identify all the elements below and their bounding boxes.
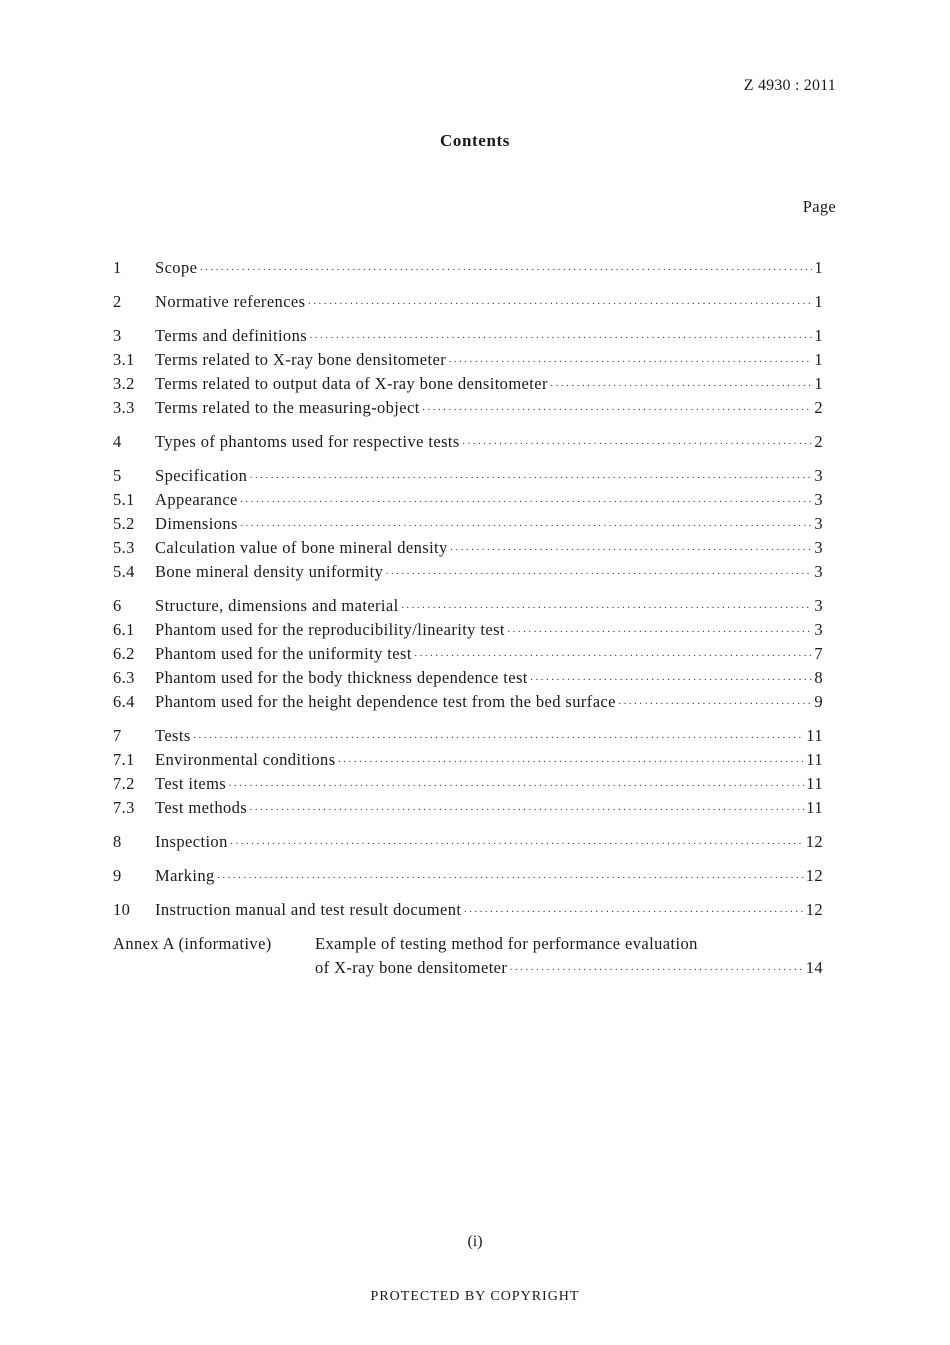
toc-entry-number: 7 — [113, 726, 122, 745]
toc-entry-number: 3 — [113, 326, 122, 345]
dot-leader — [249, 804, 804, 816]
dot-leader — [448, 356, 812, 368]
toc-entry-number: 1 — [113, 258, 122, 277]
toc-entry[interactable] — [113, 292, 823, 316]
toc-section — [113, 466, 823, 586]
toc-entry-page: 12 — [805, 900, 823, 919]
dot-leader — [338, 756, 805, 768]
toc-entry-number: 7.3 — [113, 798, 135, 817]
toc-entry[interactable] — [113, 644, 823, 668]
toc-entry-title: Dimensions — [155, 514, 238, 533]
toc-entry-title: Scope — [155, 258, 198, 277]
toc-section — [113, 866, 823, 890]
toc-entry-page: 3 — [814, 596, 823, 615]
dot-leader — [462, 438, 813, 450]
toc-entry-number: 7.2 — [113, 774, 135, 793]
annex-page: 14 — [805, 958, 823, 977]
toc-entry-number: 3.1 — [113, 350, 135, 369]
toc-entry-number: 6 — [113, 596, 122, 615]
toc-entry-page: 12 — [805, 832, 823, 851]
toc-entry-title: Phantom used for the body thickness dependence test — [155, 668, 528, 687]
toc-entry[interactable] — [113, 774, 823, 798]
toc-entry-page: 3 — [814, 538, 823, 557]
dot-leader — [530, 674, 813, 686]
toc-entry-title: Specification — [155, 466, 248, 485]
toc-entry[interactable] — [113, 326, 823, 350]
dot-leader — [507, 626, 812, 638]
page-number: (i) — [467, 1233, 483, 1250]
toc-entry-number: 6.1 — [113, 620, 135, 639]
toc-entry-number: 8 — [113, 832, 122, 851]
toc-entry[interactable] — [113, 350, 823, 374]
toc-entry-title: Phantom used for the uniformity test — [155, 644, 412, 663]
toc-entry-number: 6.2 — [113, 644, 135, 663]
toc-entry[interactable] — [113, 798, 823, 822]
toc-section — [113, 726, 823, 822]
dot-leader — [450, 544, 813, 556]
toc-entry-page: 7 — [814, 644, 823, 663]
toc-entry-number: 4 — [113, 432, 122, 451]
toc-entry-page: 1 — [814, 292, 823, 311]
toc-entry[interactable] — [113, 562, 823, 586]
toc-entry-title: Test items — [155, 774, 227, 793]
toc-entry-page: 3 — [814, 514, 823, 533]
toc-entry-page: 9 — [814, 692, 823, 711]
toc-entry-number: 6.3 — [113, 668, 135, 687]
toc-entry[interactable] — [113, 490, 823, 514]
toc-entry[interactable] — [113, 258, 823, 282]
toc-entry-page: 11 — [806, 774, 823, 793]
toc-entry-page: 8 — [814, 668, 823, 687]
toc-entry-number: 7.1 — [113, 750, 135, 769]
dot-leader — [509, 964, 803, 976]
toc-entry[interactable] — [113, 432, 823, 456]
dot-leader — [401, 602, 813, 614]
dot-leader — [463, 906, 803, 918]
toc-entry-page: 1 — [814, 258, 823, 277]
toc-annex[interactable] — [113, 934, 823, 982]
toc-section — [113, 596, 823, 716]
toc-entry-page: 3 — [814, 490, 823, 509]
dot-leader — [618, 698, 812, 710]
toc-entry-page: 3 — [814, 620, 823, 639]
document-id: Z 4930 : 2011 — [743, 77, 836, 94]
toc-entry-title: Test methods — [155, 798, 248, 817]
toc-entry[interactable] — [113, 726, 823, 750]
toc-section — [113, 326, 823, 422]
copyright-notice: PROTECTED BY COPYRIGHT — [370, 1289, 580, 1304]
dot-leader — [414, 650, 813, 662]
annex-title-line-2: of X-ray bone densitometer — [315, 958, 508, 977]
toc-entry[interactable] — [113, 538, 823, 562]
toc-entry-number: 10 — [113, 900, 131, 919]
toc-entry-number: 5.3 — [113, 538, 135, 557]
toc-section — [113, 292, 823, 316]
toc-entry-number: 2 — [113, 292, 122, 311]
toc-entry-title: Bone mineral density uniformity — [155, 562, 384, 581]
toc-entry-page: 1 — [814, 374, 823, 393]
toc-entry[interactable] — [113, 466, 823, 490]
toc-entry-page: 1 — [814, 326, 823, 345]
toc-entry-page: 11 — [806, 750, 823, 769]
annex-label: Annex A (informative) — [113, 934, 272, 953]
annex-line-2 — [113, 958, 823, 982]
toc-entry-title: Terms related to X-ray bone densitometer — [155, 350, 447, 369]
toc-entry-page: 11 — [806, 798, 823, 817]
dot-leader — [193, 732, 805, 744]
toc-entry-number: 5 — [113, 466, 122, 485]
toc-entry-number: 3.3 — [113, 398, 135, 417]
toc-entry[interactable] — [113, 596, 823, 620]
dot-leader — [422, 404, 813, 416]
toc-entry-title: Environmental conditions — [155, 750, 336, 769]
toc-entry-number: 9 — [113, 866, 122, 885]
toc-entry-number: 3.2 — [113, 374, 135, 393]
toc-entry-page: 3 — [814, 466, 823, 485]
toc-entry[interactable] — [113, 620, 823, 644]
toc-entry-title: Terms related to the measuring-object — [155, 398, 420, 417]
dot-leader — [199, 264, 812, 276]
toc-entry-title: Types of phantoms used for respective tests — [155, 432, 460, 451]
dot-leader — [230, 838, 804, 850]
annex-title-line-1: Example of testing method for performance evaluation — [315, 934, 698, 953]
toc-entry[interactable] — [113, 900, 823, 924]
dot-leader — [240, 520, 813, 532]
toc-entry-title: Phantom used for the reproducibility/linearity test — [155, 620, 505, 639]
toc-entry[interactable] — [113, 866, 823, 890]
toc-section — [113, 900, 823, 924]
toc-entry-page: 11 — [806, 726, 823, 745]
toc-entry-title: Instruction manual and test result document — [155, 900, 462, 919]
dot-leader — [240, 496, 813, 508]
dot-leader — [249, 472, 812, 484]
annex-line-1 — [113, 934, 823, 958]
toc-entry[interactable] — [113, 832, 823, 856]
toc-entry-title: Inspection — [155, 832, 228, 851]
toc-entry-page: 12 — [805, 866, 823, 885]
toc-entry-title: Tests — [155, 726, 191, 745]
toc-entry[interactable] — [113, 374, 823, 398]
dot-leader — [307, 298, 812, 310]
dot-leader — [228, 780, 804, 792]
dot-leader — [309, 332, 812, 344]
page-column-heading: Page — [802, 197, 836, 216]
toc-entry-page: 1 — [814, 350, 823, 369]
toc-entry-title: Structure, dimensions and material — [155, 596, 399, 615]
toc-section — [113, 832, 823, 856]
toc-section — [113, 432, 823, 456]
dot-leader — [217, 872, 804, 884]
toc-entry-number: 6.4 — [113, 692, 135, 711]
toc-entry-title: Phantom used for the height dependence test from the bed surface — [155, 692, 616, 711]
toc-entry-page: 3 — [814, 562, 823, 581]
toc-entry-number: 5.1 — [113, 490, 135, 509]
toc-section — [113, 258, 823, 282]
toc-entry[interactable] — [113, 668, 823, 692]
table-of-contents — [113, 258, 823, 982]
page-title: Contents — [440, 131, 510, 150]
toc-entry-title: Normative references — [155, 292, 306, 311]
toc-entry-title: Appearance — [155, 490, 238, 509]
toc-entry-page: 2 — [814, 398, 823, 417]
toc-entry-title: Terms related to output data of X-ray bone densitometer — [155, 374, 548, 393]
toc-entry[interactable] — [113, 692, 823, 716]
toc-entry-title: Terms and definitions — [155, 326, 308, 345]
toc-entry[interactable] — [113, 398, 823, 422]
toc-entry-title: Calculation value of bone mineral density — [155, 538, 448, 557]
toc-entry-number: 5.4 — [113, 562, 135, 581]
dot-leader — [550, 380, 812, 392]
dot-leader — [385, 568, 812, 580]
toc-entry-number: 5.2 — [113, 514, 135, 533]
toc-entry-title: Marking — [155, 866, 215, 885]
toc-entry-page: 2 — [814, 432, 823, 451]
toc-entry[interactable] — [113, 514, 823, 538]
toc-entry[interactable] — [113, 750, 823, 774]
